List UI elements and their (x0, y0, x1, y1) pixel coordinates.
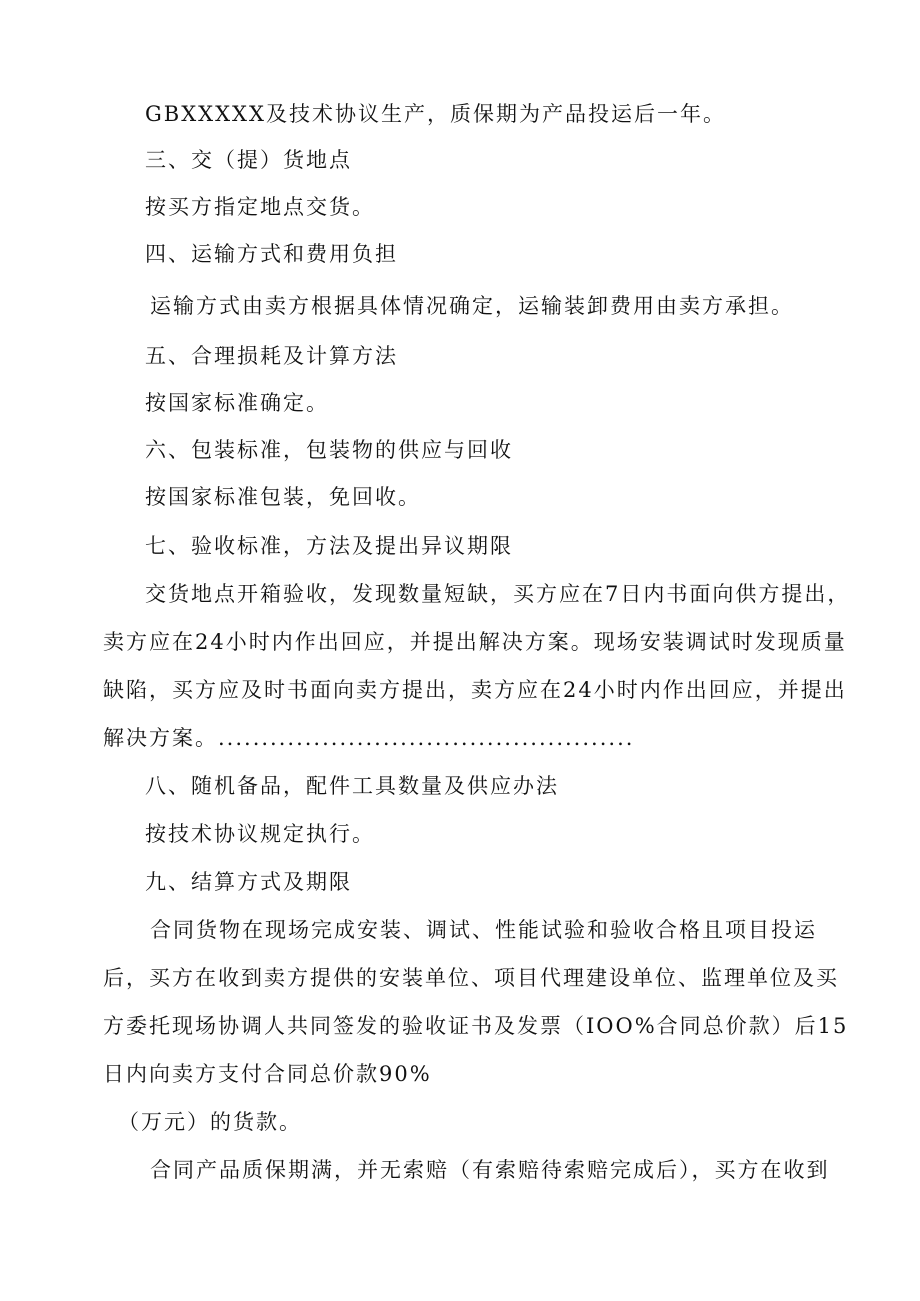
text-line-20: 方委托现场协调人共同签发的验收证书及发票（IOO%合同总价款）后15 (103, 1014, 849, 1038)
text-line-12: 卖方应在24小时内作出回应，并提出解决方案。现场安装调试时发现质量 (103, 630, 847, 654)
section-heading-6: 六、包装标准，包装物的供应与回收 (145, 438, 513, 462)
text-line-3: 按买方指定地点交货。 (145, 195, 375, 219)
text-line-9: 按国家标准包装，免回收。 (145, 485, 421, 509)
text-line-18: 合同货物在现场完成安装、调试、性能试验和验收合格且项目投运 (150, 918, 817, 942)
text-line-16: 按技术协议规定执行。 (145, 822, 375, 846)
text-line-1: GBXXXXX及技术协议生产，质保期为产品投运后一年。 (145, 102, 726, 126)
text-line-21: 日内向卖方支付合同总价款90% (103, 1062, 432, 1086)
section-heading-8: 八、随机备品，配件工具数量及供应办法 (145, 774, 559, 798)
section-heading-5: 五、合理损耗及计算方法 (145, 344, 398, 368)
text-line-5: 运输方式由卖方根据具体情况确定，运输装卸费用由卖方承担。 (150, 294, 794, 318)
text-line-14: 解决方案。................................................ (103, 726, 635, 750)
text-line-7: 按国家标准确定。 (145, 391, 329, 415)
text-line-13: 缺陷，买方应及时书面向卖方提出，卖方应在24小时内作出回应，并提出 (103, 678, 847, 702)
section-heading-3: 三、交（提）货地点 (145, 148, 352, 172)
section-heading-4: 四、运输方式和费用负担 (145, 242, 398, 266)
text-line-19: 后，买方在收到卖方提供的安装单位、项目代理建设单位、监理单位及买 (103, 966, 839, 990)
section-heading-9: 九、结算方式及期限 (145, 870, 352, 894)
text-line-22: （万元）的货款。 (118, 1110, 302, 1134)
text-line-23: 合同产品质保期满，并无索赔（有索赔待索赔完成后），买方在收到 (150, 1158, 830, 1182)
section-heading-7: 七、验收标准，方法及提出异议期限 (145, 534, 513, 558)
text-line-11: 交货地点开箱验收，发现数量短缺，买方应在7日内书面向供方提出， (145, 582, 851, 606)
